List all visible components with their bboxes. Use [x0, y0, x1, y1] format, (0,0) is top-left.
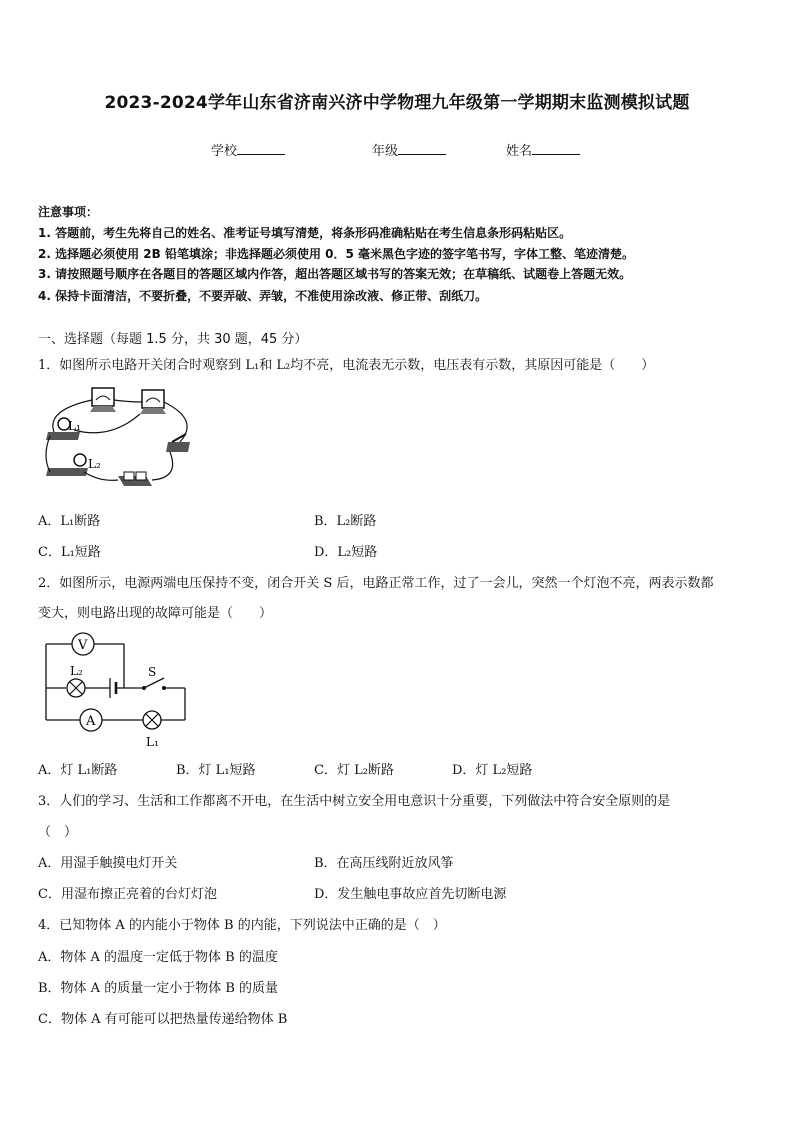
- q1-option-b: B．L₂断路: [314, 514, 377, 529]
- meter-left-icon: [92, 388, 114, 406]
- lamp-l1-label: L₁: [146, 735, 159, 749]
- lamp-l2-base: [46, 468, 88, 476]
- notes-heading: 注意事项：: [38, 205, 99, 219]
- school-field: 学校: [211, 140, 285, 159]
- q2-stem-line1: 2．如图所示，电源两端电压保持不变，闭合开关 S 后，电路正常工作，过了一会儿，突然一个灯泡不亮，两表示数都: [38, 576, 714, 591]
- q1-option-c: C．L₁短路: [38, 545, 101, 560]
- lamp-l2-icon: [74, 454, 86, 466]
- note-item-2: 2. 选择题必须使用 2B 铅笔填涂；非选择题必须使用 0．5 毫米黑色字迹的签字笔书写，字体工整、笔迹清楚。: [38, 247, 634, 261]
- q4-option-c: C．物体 A 有可能可以把热量传递给物体 B: [38, 1012, 288, 1027]
- grade-field: 年级: [372, 140, 446, 159]
- exam-title: 2023-2024学年山东省济南兴济中学物理九年级第一学期期末监测模拟试题: [104, 93, 690, 113]
- q3-option-a: A．用湿手触摸电灯开关: [38, 856, 178, 871]
- q1-stem: 1．如图所示电路开关闭合时观察到 L₁和 L₂均不亮，电流表无示数，电压表有示数，其原因可能是（ ）: [38, 358, 655, 373]
- note-item-3: 3. 请按照题号顺序在各题目的答题区域内作答，超出答题区域书写的答案无效；在草稿纸、试题卷上答题无效。: [38, 267, 632, 281]
- lamp-l1-base: [46, 432, 80, 440]
- q3-option-d: D．发生触电事故应首先切断电源: [314, 887, 507, 902]
- q2-option-b: B．灯 L₁短路: [176, 763, 256, 778]
- q2-option-a: A．灯 L₁断路: [38, 763, 118, 778]
- q3-stem-line2: （ ）: [38, 825, 78, 840]
- meter-right-icon: [142, 390, 164, 408]
- q4-option-a: A．物体 A 的温度一定低于物体 B 的温度: [38, 950, 278, 965]
- ammeter-label: A: [86, 714, 96, 729]
- q3-stem-line1: 3．人们的学习、生活和工作都离不开电，在生活中树立安全用电意识十分重要，下列做法中符合安全原则的是: [38, 794, 671, 809]
- q1-option-a: A．L₁断路: [38, 514, 101, 529]
- q3-option-b: B．在高压线附近放风筝: [314, 856, 454, 871]
- q2-circuit-figure: [40, 630, 200, 752]
- lamp-l2-label: L₂: [70, 664, 83, 678]
- q1-label-l1: L₁: [68, 419, 81, 433]
- voltmeter-label: V: [78, 638, 88, 653]
- switch-icon: [144, 678, 164, 688]
- note-item-4: 4. 保持卡面清洁，不要折叠，不要弄破、弄皱，不准使用涂改液、修正带、刮纸刀。: [38, 289, 488, 303]
- q2-option-d: D．灯 L₂短路: [452, 763, 533, 778]
- q2-option-c: C．灯 L₂断路: [314, 763, 394, 778]
- q1-option-d: D．L₂短路: [314, 545, 378, 560]
- section-choice-heading: 一、选择题（每题 1.5 分，共 30 题，45 分）: [38, 332, 308, 347]
- q4-option-b: B．物体 A 的质量一定小于物体 B 的质量: [38, 981, 279, 996]
- q4-stem: 4．已知物体 A 的内能小于物体 B 的内能，下列说法中正确的是（ ）: [38, 918, 446, 933]
- switch-label: S: [148, 665, 157, 679]
- q1-circuit-figure: [40, 380, 200, 495]
- note-item-1: 1. 答题前，考生先将自己的姓名、准考证号填写清楚，将条形码准确粘贴在考生信息条形码粘贴区。: [38, 226, 572, 240]
- name-field: 姓名: [506, 140, 580, 159]
- battery-icon: [118, 476, 152, 486]
- q2-stem-line2: 变大，则电路出现的故障可能是（ ）: [38, 606, 273, 621]
- q1-label-l2: L₂: [88, 457, 101, 471]
- switch-icon: [166, 442, 190, 452]
- q3-option-c: C．用湿布擦正亮着的台灯灯泡: [38, 887, 217, 902]
